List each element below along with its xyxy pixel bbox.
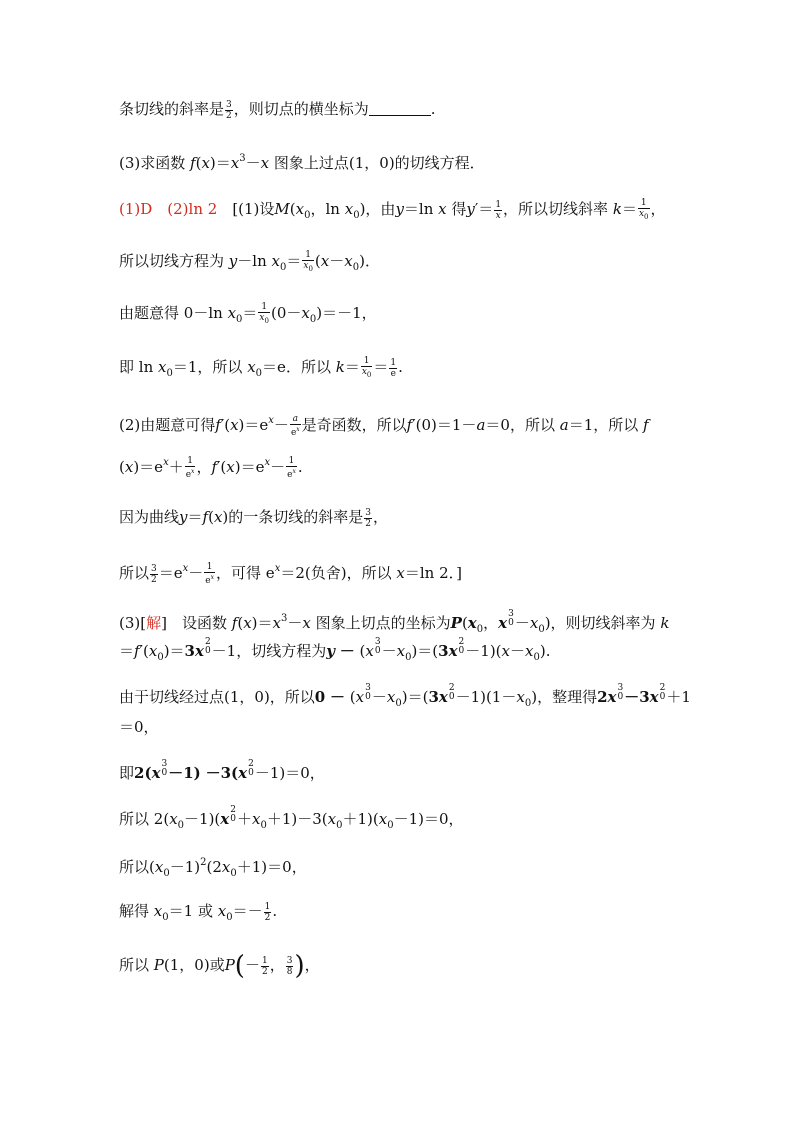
answer-key: (1)D (2)ln 2 <box>119 200 218 218</box>
answer-blank <box>369 101 431 116</box>
text-line: 所以$(x_0-1)^2(2x_0+1)=0$， <box>119 857 307 879</box>
text-line: (1)D (2)ln 2 [(1)设$M(x_0$，$\ln x_0$)，由y＝ln x 得y′＝ $\frac{1}{x}$ ，所以切线斜率 k＝ $\frac{1}{x_0}$ ， <box>119 198 666 221</box>
text-line: 由于切线经过点(1，0)，所以0 － (x 3 0 $-x_0)=(3x$ 2 0 $-1)(1-x_0)$，整理得2x 3 0 －3x 2 0 ＋1 <box>119 683 691 709</box>
text-line: 条切线的斜率是 $\frac{3}{2}$ ，则切点的横坐标为 . <box>119 99 436 121</box>
text-line: ＝0， <box>119 718 159 736</box>
text-line: (3)求函数 $f(x)=x^3-x$ 图象上过点(1，0)的切线方程． <box>119 153 485 172</box>
text-line: $=f'(x_0)=3x$ 2 0 －1，切线方程为y － (x 3 0 $-x_0)=(3x$ 2 0 $-1)(x-x_0)$. <box>119 637 551 663</box>
text-line: 所以 P(1，0)或P(－ $\frac{1}{2}$ ， $\frac{3}{8}$ )， <box>119 951 320 981</box>
text-line: 所以 $\frac{3}{2}$ $=e^x-$ $\frac{1}{e^x}$ ，可得 $e^x=2$(负舍)，所以 x＝ln 2．] <box>119 562 462 586</box>
text-line: 因为曲线y＝f(x)的一条切线的斜率是 $\frac{3}{2}$ ， <box>119 507 389 529</box>
text-line: 由题意得 0－ln $x_0=$ $\frac{1}{x_0}$ $(0-x_0)=-1$， <box>119 302 377 325</box>
text-line: 解得 $x_0=1$ 或 $x_0=-$ $\frac{1}{2}$ . <box>119 901 278 923</box>
text-line: 即2(x 3 0 －1) －3(x 2 0 －1)＝0， <box>119 759 325 782</box>
text-line: 即 $\ln x_0=1$，所以 $x_0=e$．所以 k＝ $\frac{1}{x_0}$ ＝ $\frac{1}{e}$ . <box>119 356 403 379</box>
text-line: (2)由题意可得$f'(x)=e^x-$ $\frac{a}{e^x}$ 是奇函数，所以f′(0)＝1－a＝0，所以 a＝1，所以 f <box>119 414 649 438</box>
solution-tag: 解 <box>146 614 162 632</box>
text-line: $(x)=e^x+$ $\frac{1}{e^x}$ ，$f'(x)=e^x-$ $\frac{1}{e^x}$ . <box>119 456 303 480</box>
text-line: (3)[解] 设函数 $f(x)=x^3-x$ 图象上切点的坐标为$P(x_0$，x 3 0 $-x_0$)，则切线斜率为 k <box>119 609 670 635</box>
text-line: 所以 $2(x_0-1)(x$ 2 0 $+x_0+1)-3(x_0+1)(x_0-1)=0$， <box>119 805 464 831</box>
text-line: 所以切线方程为 y－ln $x_0=$ $\frac{1}{x_0}$ $(x-x_0)$． <box>119 250 380 273</box>
